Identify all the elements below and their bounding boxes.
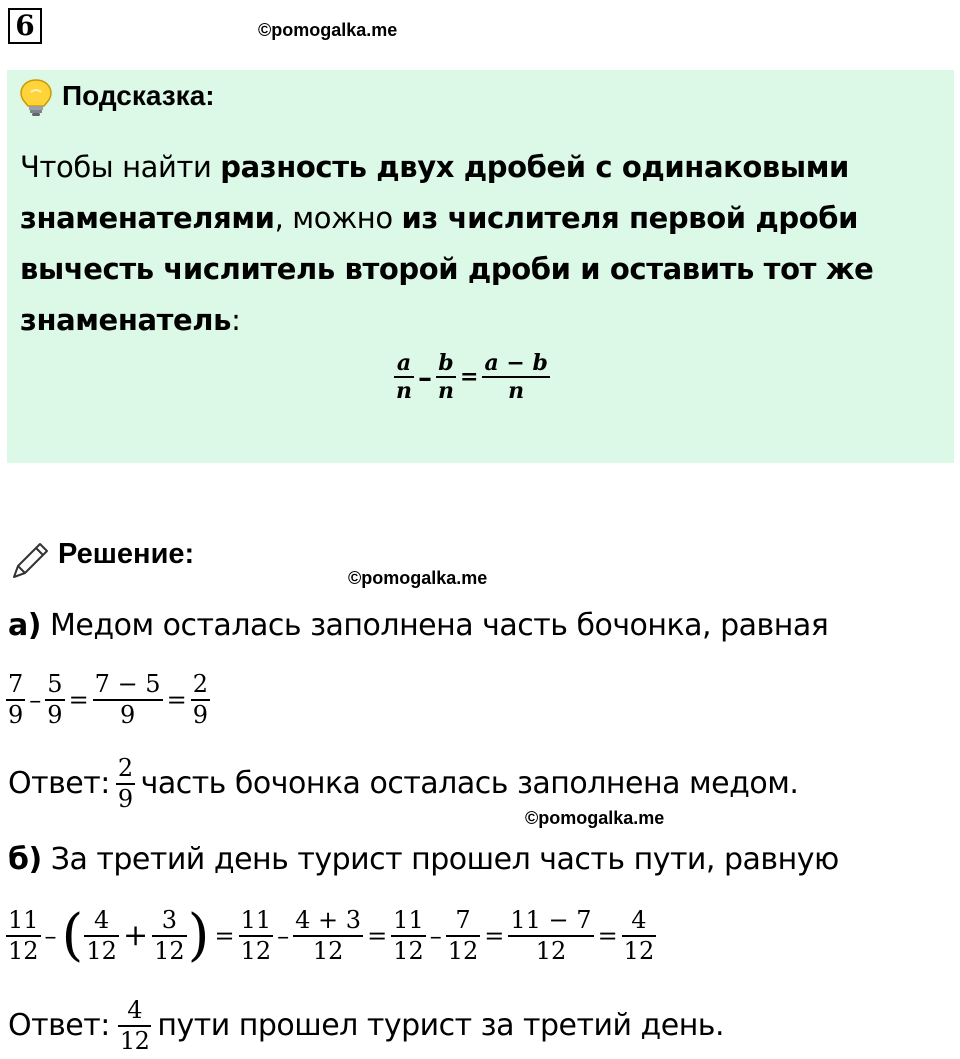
operator: = <box>460 364 479 391</box>
denominator: 12 <box>393 936 424 965</box>
part-b-statement <box>8 842 839 877</box>
hint-text: : <box>231 303 241 337</box>
fraction <box>118 996 152 1056</box>
operator: = <box>214 921 235 950</box>
denominator: 12 <box>119 1026 150 1055</box>
denominator: 9 <box>192 700 208 729</box>
numerator: 11 <box>8 906 39 934</box>
numerator: 2 <box>192 670 208 698</box>
numerator: 4 <box>127 996 142 1024</box>
numerator: 7 <box>455 906 471 934</box>
part-a-answer <box>8 754 798 814</box>
fraction <box>446 906 481 966</box>
denominator: 12 <box>240 936 272 965</box>
hint-title: Подсказка: <box>62 80 215 111</box>
watermark: ©pomogalka.me <box>525 808 665 828</box>
operator: = <box>166 685 187 714</box>
watermark: ©pomogalka.me <box>348 568 488 588</box>
part-label: б) <box>8 842 42 877</box>
hint-text: , можно <box>274 201 402 235</box>
right-paren: ) <box>187 902 210 968</box>
watermark: ©pomogalka.me <box>258 20 398 40</box>
part-b-answer <box>8 996 724 1056</box>
denominator: 12 <box>535 936 567 965</box>
operator: – <box>429 921 442 950</box>
fraction <box>93 670 163 730</box>
operator: – <box>418 360 432 394</box>
numerator: 4 <box>94 906 110 934</box>
operator: = <box>484 921 505 950</box>
part-label: а) <box>8 608 41 643</box>
denominator: n <box>508 378 525 405</box>
hint-paragraph <box>20 142 920 346</box>
denominator: 9 <box>47 700 63 729</box>
numerator: a − b <box>484 350 548 376</box>
numerator: 4 <box>631 906 647 934</box>
answer-prefix: Ответ: <box>8 1008 110 1044</box>
numerator: 11 − 7 <box>510 906 592 934</box>
numerator: 7 − 5 <box>94 670 161 698</box>
operator: + <box>122 918 149 954</box>
left-paren: ( <box>61 902 84 968</box>
operator: = <box>68 685 89 714</box>
denominator: 12 <box>623 936 655 965</box>
hint-bold-text: из числителя первой дроби вычесть числитель второй дроби и оставить тот же знаменатель <box>20 201 874 337</box>
numerator: 5 <box>47 670 63 698</box>
fraction <box>293 906 363 966</box>
answer-text: пути прошел турист за третий день. <box>157 1008 725 1044</box>
numerator: 2 <box>117 754 133 782</box>
statement-text: За третий день турист прошел часть пути, равную <box>41 842 839 877</box>
fraction <box>116 754 135 814</box>
task-number: 6 <box>8 8 42 44</box>
operator: – <box>277 921 290 950</box>
denominator: 12 <box>8 936 39 965</box>
answer-prefix: Ответ: <box>8 766 110 802</box>
fraction <box>191 670 210 730</box>
numerator: a <box>396 350 412 376</box>
pencil-icon <box>10 536 54 580</box>
denominator: 9 <box>8 700 24 729</box>
denominator: 9 <box>117 784 133 813</box>
numerator: b <box>438 350 454 376</box>
part-b-expression <box>6 902 656 968</box>
numerator: 3 <box>161 906 177 934</box>
numerator: 7 <box>8 670 24 698</box>
hint-bold-text: разность двух дробей с одинаковыми знаменателями <box>20 150 849 235</box>
operator: = <box>597 921 618 950</box>
hint-text: Чтобы найти <box>20 150 221 184</box>
denominator: 12 <box>86 936 117 965</box>
statement-text: Медом осталась заполнена часть бочонка, равная <box>40 608 829 643</box>
fraction <box>436 350 456 405</box>
denominator: 12 <box>312 936 344 965</box>
operator: – <box>29 685 42 714</box>
numerator: 4 + 3 <box>295 906 362 934</box>
hint-formula <box>394 350 550 405</box>
part-a-statement <box>8 608 828 643</box>
fraction <box>6 906 41 966</box>
denominator: 9 <box>119 700 136 729</box>
fraction <box>508 906 593 966</box>
lightbulb-icon <box>18 78 54 118</box>
denominator: n <box>438 378 454 405</box>
fraction <box>482 350 549 405</box>
solution-title: Решение: <box>58 538 195 570</box>
denominator: n <box>396 378 412 405</box>
numerator: 11 <box>393 906 424 934</box>
part-a-expression <box>6 670 210 730</box>
fraction <box>6 670 25 730</box>
operator: – <box>44 921 57 950</box>
fraction <box>394 350 414 405</box>
denominator: 12 <box>154 936 185 965</box>
numerator: 11 <box>240 906 272 934</box>
fraction <box>84 906 119 966</box>
fraction <box>239 906 274 966</box>
denominator: 12 <box>447 936 479 965</box>
fraction <box>622 906 657 966</box>
fraction <box>45 670 64 730</box>
fraction <box>152 906 187 966</box>
fraction <box>391 906 426 966</box>
operator: = <box>367 921 388 950</box>
answer-text: часть бочонка осталась заполнена медом. <box>140 766 799 802</box>
